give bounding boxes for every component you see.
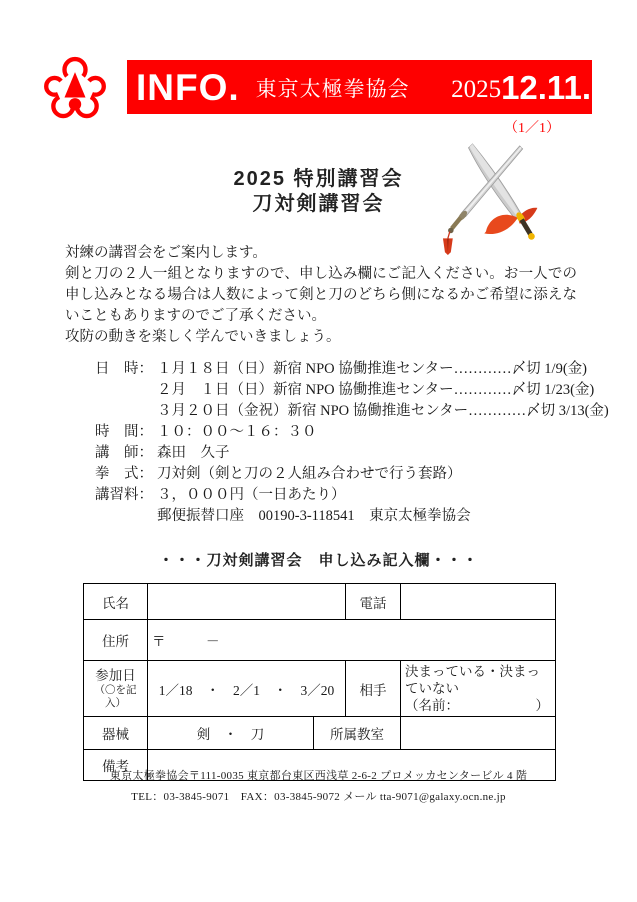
table-row-participation-date bbox=[84, 661, 556, 717]
org-name: 東京太極拳協会 bbox=[255, 76, 410, 101]
detail-label: 講習料： bbox=[95, 487, 153, 503]
detail-row-postal-account bbox=[95, 506, 595, 527]
page-indicator: （1／1） bbox=[504, 121, 560, 136]
address-label: 住所 bbox=[84, 620, 148, 661]
association-logo-icon bbox=[44, 56, 106, 126]
intro-paragraph: 対練の講習会をご案内します。 bbox=[65, 245, 267, 261]
partner-name-suffix: ） bbox=[535, 698, 549, 713]
partner-label: 相手 bbox=[346, 661, 401, 717]
address-input-cell[interactable]: 〒 － bbox=[148, 620, 556, 661]
detail-value: ３，０００円（一日あたり） bbox=[157, 487, 346, 503]
weapon-options-cell[interactable]: 剣 ・ 刀 bbox=[148, 717, 314, 750]
footer-address-line: 東京太極拳協会〒111-0035 東京都台東区西浅草 2-6-2 プロメッカセンタービル 4 階 bbox=[109, 770, 528, 782]
detail-label: 日 時： bbox=[95, 361, 153, 377]
detail-value: ３月２０日（金祝）新宿 NPO 協働推進センター…………〆切 3/13(金) bbox=[157, 403, 609, 419]
partner-name-line[interactable] bbox=[405, 697, 551, 714]
title-line-1: 2025 特別講習会 bbox=[233, 168, 404, 190]
detail-row-fee bbox=[95, 485, 595, 506]
class-input-cell[interactable] bbox=[401, 717, 556, 750]
participation-date-label bbox=[84, 661, 148, 717]
partner-input-cell[interactable] bbox=[401, 661, 556, 717]
detail-row-datetime bbox=[95, 401, 609, 422]
detail-value: 刀対剣（剣と刀の２人組み合わせで行う套路） bbox=[157, 466, 462, 482]
participation-date-label-text: 参加日 bbox=[95, 667, 136, 683]
date-options-cell[interactable]: 1／18 ・ 2／1 ・ 3／20 bbox=[148, 661, 346, 717]
name-input-cell[interactable] bbox=[148, 584, 346, 620]
partner-status-options[interactable]: 決まっている・決まっていない bbox=[405, 664, 540, 696]
table-row-weapon bbox=[84, 717, 556, 750]
weapon-label: 器械 bbox=[84, 717, 148, 750]
info-label: INFO. bbox=[136, 66, 240, 108]
detail-value: １０：００～１６：３０ bbox=[157, 424, 317, 440]
footer-phone-line: TEL：03-3845-9071 FAX：03-3845-9072 メール tta-9071@galaxy.ocn.ne.jp bbox=[131, 791, 506, 803]
detail-row-time bbox=[95, 422, 595, 443]
phone-label: 電話 bbox=[346, 584, 401, 620]
application-form-table bbox=[83, 583, 556, 781]
detail-value: １月１８日（日）新宿 NPO 協働推進センター…………〆切 1/9(金) bbox=[157, 361, 587, 377]
event-details bbox=[95, 359, 609, 527]
detail-label: 講 師： bbox=[95, 445, 153, 461]
phone-input-cell[interactable] bbox=[401, 584, 556, 620]
detail-label bbox=[95, 506, 157, 527]
detail-label: 拳 式： bbox=[95, 466, 153, 482]
circle-note: （〇を記入） bbox=[94, 684, 137, 709]
issue-date: 12.11. bbox=[501, 68, 591, 106]
detail-label: 時 間： bbox=[95, 424, 153, 440]
detail-row-style bbox=[95, 464, 595, 485]
notes-label: 備考 bbox=[84, 750, 148, 781]
detail-row-datetime bbox=[95, 380, 595, 401]
issue-year: 2025 bbox=[451, 75, 502, 103]
footer-contact bbox=[0, 766, 637, 808]
partner-name-prefix: （名前： bbox=[405, 698, 459, 713]
intro-paragraph: 攻防の動きを楽しく学んでいきましょう。 bbox=[65, 329, 341, 345]
name-label: 氏名 bbox=[84, 584, 148, 620]
detail-row-instructor bbox=[95, 443, 595, 464]
table-row-name bbox=[84, 584, 556, 620]
detail-value: 郵便振替口座 00190-3-118541 東京太極拳協会 bbox=[157, 508, 471, 524]
info-banner bbox=[127, 60, 592, 114]
detail-label bbox=[95, 401, 157, 422]
application-section-title: ・・・刀対剣講習会 申し込み記入欄・・・ bbox=[158, 552, 479, 569]
class-label: 所属教室 bbox=[314, 717, 401, 750]
detail-value: 森田 久子 bbox=[157, 445, 230, 461]
detail-row-datetime bbox=[95, 359, 595, 380]
intro-text bbox=[65, 243, 577, 348]
intro-paragraph: 剣と刀の２人一組となりますので、申し込み欄にご記入ください。お一人での申し込みとなる場合は人数によって剣と刀のどちら側になるかご希望に添えないこともありますのでご了承ください。 bbox=[65, 266, 577, 324]
detail-value: ２月 １日（日）新宿 NPO 協働推進センター…………〆切 1/23(金) bbox=[157, 382, 595, 398]
title-line-2: 刀対剣講習会 bbox=[252, 193, 385, 215]
detail-label bbox=[95, 380, 157, 401]
table-row-address bbox=[84, 620, 556, 661]
